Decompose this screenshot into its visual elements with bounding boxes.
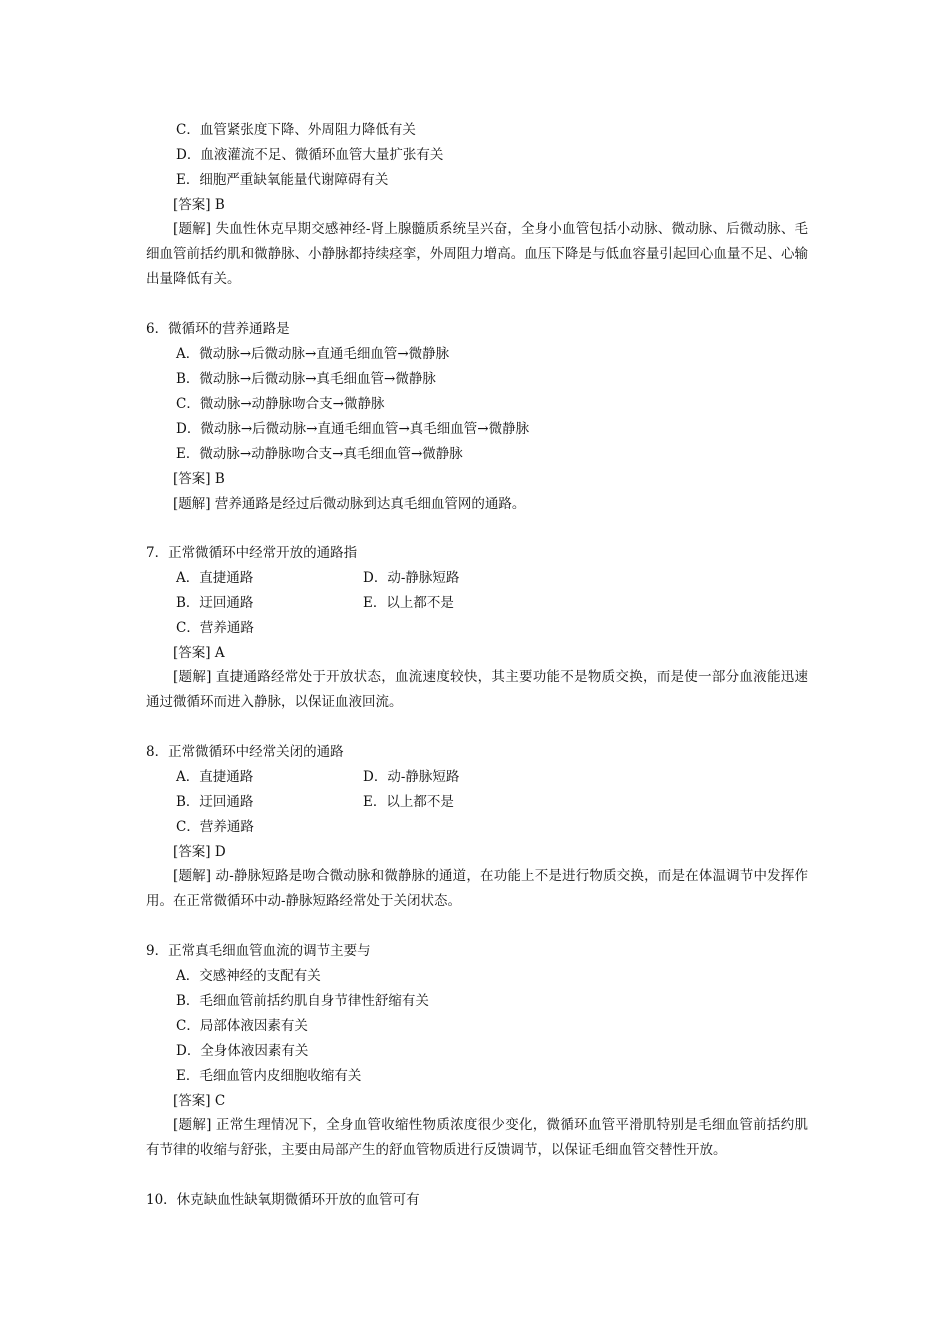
- q8-question: 8．正常微循环中经常关闭的通路: [146, 744, 344, 760]
- q8-option-e: E．以上都不是: [363, 794, 454, 810]
- q8-option-a: A．直捷通路: [176, 769, 254, 785]
- q9-option-c: C．局部体液因素有关: [176, 1018, 308, 1034]
- q9-option-a: A．交感神经的支配有关: [176, 968, 321, 984]
- q7-answer: [答案] A: [173, 645, 225, 661]
- q7-question: 7．正常微循环中经常开放的通路指: [146, 545, 358, 561]
- q9-option-b: B．毛细血管前括约肌自身节律性舒缩有关: [176, 993, 429, 1009]
- q5-answer: [答案] B: [173, 197, 225, 213]
- q6-question: 6．微循环的营养通路是: [146, 321, 290, 337]
- q8-option-c: C．营养通路: [176, 819, 254, 835]
- q7-option-e: E．以上都不是: [363, 595, 454, 611]
- q8-option-b: B．迂回通路: [176, 794, 254, 810]
- q6-option-a: A．微动脉→后微动脉→直通毛细血管→微静脉: [176, 346, 450, 362]
- q7-option-d: D．动-静脉短路: [363, 570, 460, 586]
- q7-explanation: [题解] 直捷通路经常处于开放状态，血流速度较快，其主要功能不是物质交换，而是使一部分血液能迅速通过微循环而进入静脉，以保证血液回流。: [146, 669, 808, 710]
- q6-option-b: B．微动脉→后微动脉→真毛细血管→微静脉: [176, 371, 436, 387]
- q9-option-e: E．毛细血管内皮细胞收缩有关: [176, 1068, 362, 1084]
- q9-explanation: [题解] 正常生理情况下，全身血管收缩性物质浓度很少变化，微循环血管平滑肌特别是毛细血管前括约肌有节律的收缩与舒张，主要由局部产生的舒血管物质进行反馈调节，以保证毛细血管交替性开放。: [146, 1117, 808, 1158]
- q6-explanation: [题解] 营养通路是经过后微动脉到达真毛细血管网的通路。: [173, 496, 526, 512]
- q5-option-d: D．血液灌流不足、微循环血管大量扩张有关: [176, 147, 444, 163]
- q7-option-b: B．迂回通路: [176, 595, 254, 611]
- q5-option-c: C．血管紧张度下降、外周阻力降低有关: [176, 122, 416, 138]
- q7-option-a: A．直捷通路: [176, 570, 254, 586]
- q9-answer: [答案] C: [173, 1093, 226, 1109]
- q5-option-e: E．细胞严重缺氧能量代谢障碍有关: [176, 172, 389, 188]
- q6-answer: [答案] B: [173, 471, 225, 487]
- q9-option-d: D．全身体液因素有关: [176, 1043, 309, 1059]
- q10-question: 10．休克缺血性缺氧期微循环开放的血管可有: [146, 1192, 420, 1208]
- q6-option-e: E．微动脉→动静脉吻合支→真毛细血管→微静脉: [176, 446, 463, 462]
- q9-question: 9．正常真毛细血管血流的调节主要与: [146, 943, 371, 959]
- q8-answer: [答案] D: [173, 844, 226, 860]
- q8-explanation: [题解] 动-静脉短路是吻合微动脉和微静脉的通道，在功能上不是进行物质交换，而是在体温调节中发挥作用。在正常微循环中动-静脉短路经常处于关闭状态。: [146, 868, 808, 909]
- q8-option-d: D．动-静脉短路: [363, 769, 460, 785]
- q7-option-c: C．营养通路: [176, 620, 254, 636]
- q6-option-d: D．微动脉→后微动脉→直通毛细血管→真毛细血管→微静脉: [176, 421, 530, 437]
- q6-option-c: C．微动脉→动静脉吻合支→微静脉: [176, 396, 385, 412]
- q5-explanation: [题解] 失血性休克早期交感神经-肾上腺髓质系统呈兴奋，全身小血管包括小动脉、微动脉、后微动脉、毛细血管前括约肌和微静脉、小静脉都持续痉挛，外周阻力增高。血压下降是与低血容量引起回心血量不足、心输出量降低有关。: [146, 221, 808, 287]
